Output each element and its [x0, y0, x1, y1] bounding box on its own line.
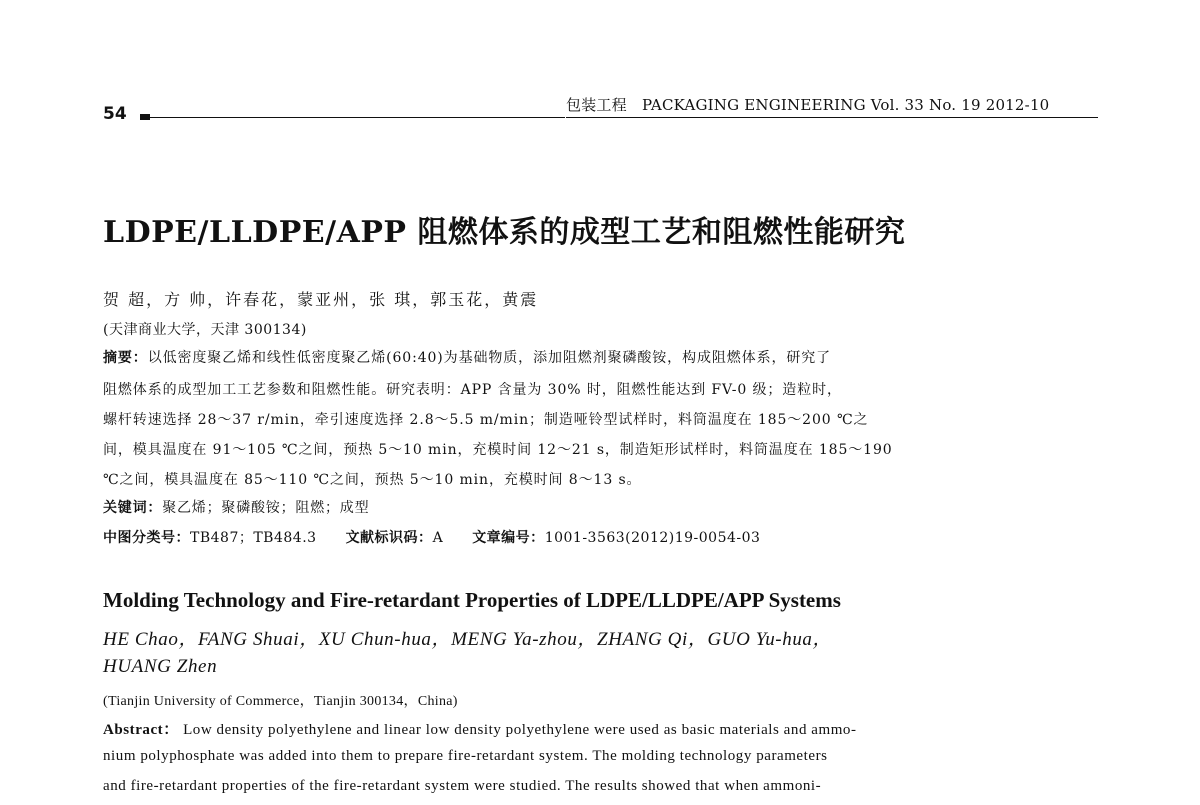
abstract-cn-line: 螺杆转速选择 28～37 r/min，牵引速度选择 2.8～5.5 m/min；制造哑铃型试样时，料筒温度在 185～200 ℃之	[103, 412, 869, 428]
page-marker	[140, 114, 150, 120]
header-rule-left	[150, 117, 565, 118]
abstract-en-text: Low density polyethylene and linear low density polyethylene were used as basic materials and ammo-	[183, 722, 857, 738]
abstract-en-line: nium polyphosphate was added into them to prepare fire-retardant system. The molding technology parameters	[103, 748, 828, 764]
abstract-cn-line: ℃之间，模具温度在 85～110 ℃之间，预热 5～10 min，充模时间 8～13 s。	[103, 472, 642, 488]
abstract-en-line	[103, 718, 857, 739]
abstract-cn-line	[103, 347, 831, 367]
affiliation-cn: (天津商业大学，天津 300134)	[103, 322, 307, 338]
abstract-cn-line: 阻燃体系的成型加工工艺参数和阻燃性能。研究表明：APP 含量为 30% 时，阻燃性能达到 FV-0 级；造粒时，	[103, 382, 842, 398]
classification-line	[103, 527, 760, 547]
abstract-cn-text: 以低密度聚乙烯和线性低密度聚乙烯(60:40)为基础物质，添加阻燃剂聚磷酸铵，构成阻燃体系，研究了	[147, 350, 832, 366]
doc-code-label: 文献标识码：	[345, 530, 433, 546]
paper-title-cn: LDPE/LLDPE/APP 阻燃体系的成型工艺和阻燃性能研究	[103, 215, 906, 250]
clc-label: 中图分类号：	[103, 530, 190, 546]
affiliation-en: (Tianjin University of Commerce，Tianjin 300134，China)	[103, 694, 458, 709]
clc-value: TB487；TB484.3	[190, 530, 317, 546]
keywords-cn-label: 关键词：	[103, 500, 163, 516]
header-rule-right	[566, 117, 1098, 118]
abstract-cn-label: 摘要：	[103, 350, 148, 366]
paper-title-en: Molding Technology and Fire-retardant Properties of LDPE/LLDPE/APP Systems	[103, 588, 841, 612]
running-head: 包装工程 PACKAGING ENGINEERING Vol. 33 No. 19 2012-10	[566, 96, 1050, 114]
article-number-label: 文章编号：	[472, 530, 545, 546]
page-number: 54	[103, 104, 127, 124]
abstract-en-label: Abstract：	[103, 722, 179, 738]
abstract-cn-line: 间，模具温度在 91～105 ℃之间，预热 5～10 min，充模时间 12～21 s，制造矩形试样时，料筒温度在 185～190	[103, 442, 893, 458]
keywords-cn-text: 聚乙烯；聚磷酸铵；阻燃；成型	[162, 500, 370, 516]
authors-cn: 贺 超，方 帅，许春花，蒙亚州，张 琪，郭玉花，黄震	[103, 290, 539, 309]
authors-en-line: HE Chao，FANG Shuai，XU Chun-hua，MENG Ya-zhou，ZHANG Qi，GUO Yu-hua，	[103, 629, 833, 650]
authors-en-line: HUANG Zhen	[103, 656, 218, 677]
keywords-cn	[103, 497, 369, 517]
doc-code-value: A	[432, 530, 444, 546]
abstract-en-line: and fire-retardant properties of the fire-retardant system were studied. The results showed that when ammoni-	[103, 778, 822, 794]
article-number-value: 1001-3563(2012)19-0054-03	[544, 530, 761, 546]
